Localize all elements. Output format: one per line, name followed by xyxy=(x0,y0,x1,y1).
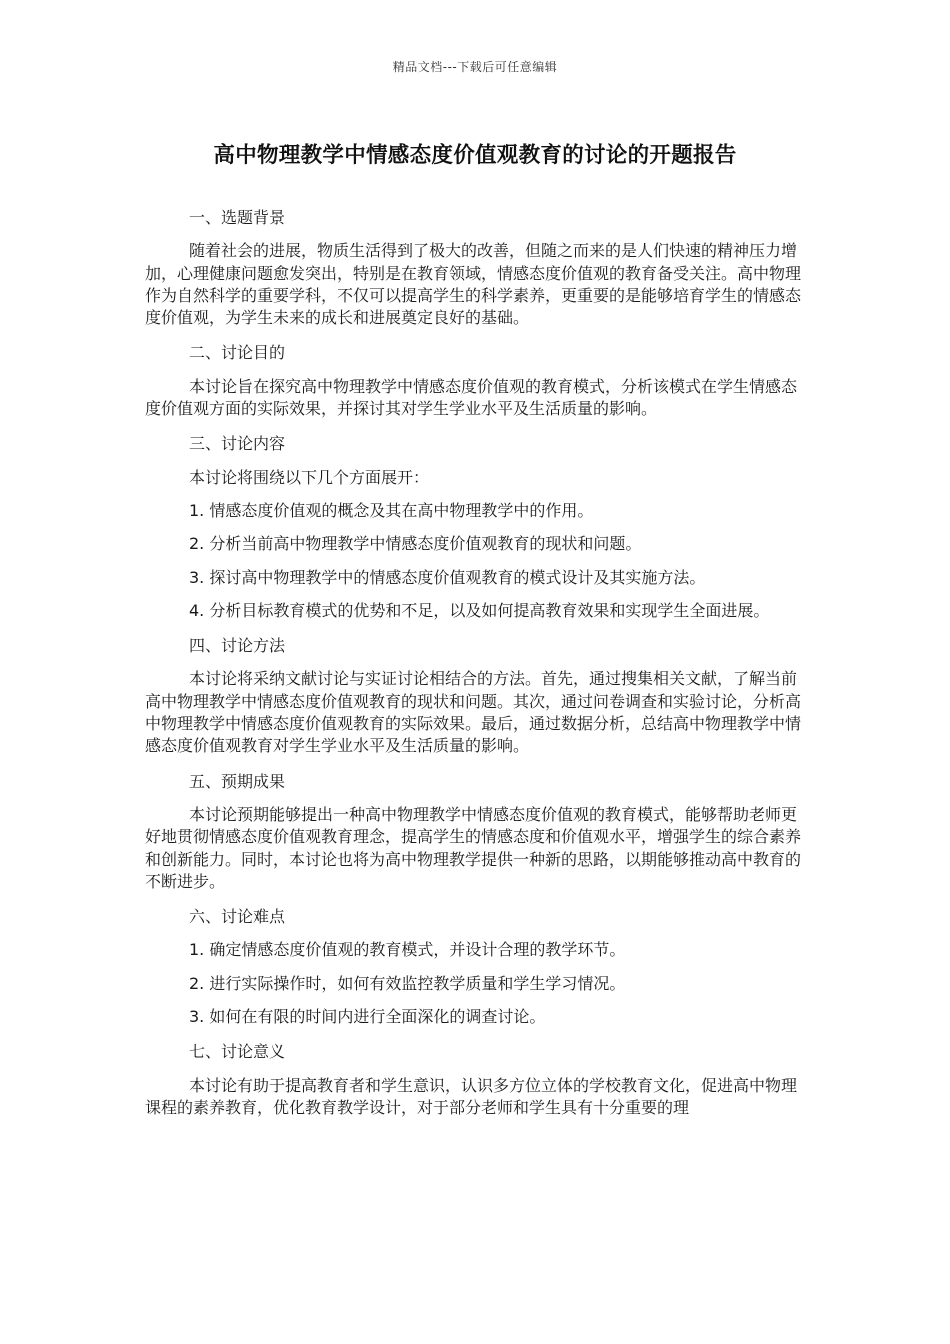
paragraph-purpose: 本讨论旨在探究高中物理教学中情感态度价值观的教育模式，分析该模式在学生情感态度价值观方面的实际效果，并探讨其对学生学业水平及生活质量的影响。 xyxy=(145,376,798,419)
paragraph-outcomes: 本讨论预期能够提出一种高中物理教学中情感态度价值观的教育模式，能够帮助老师更好地贯彻情感态度价值观教育理念，提高学生的情感态度和价值观水平，增强学生的综合素养和创新能力。同时，本讨论也将为高中物理教学提供一种新的思路，以期能够推动高中教育的不断进步。 xyxy=(145,804,802,891)
paragraph-method: 本讨论将采纳文献讨论与实证讨论相结合的方法。首先，通过搜集相关文献，了解当前高中物理教学中情感态度价值观教育的现状和问题。其次，通过问卷调查和实验讨论，分析高中物理教学中情感态度价值观教育的实际效果。最后，通过数据分析，总结高中物理教学中情感态度价值观教育对学生学业水平及生活质量的影响。 xyxy=(145,669,802,756)
section-heading-purpose: 二、讨论目的 xyxy=(189,343,286,363)
paragraph-background: 随着社会的进展，物质生活得到了极大的改善，但随之而来的是人们快速的精神压力增加，心理健康问题愈发突出，特别是在教育领域，情感态度价值观的教育备受关注。高中物理作为自然科学的重要学科，不仅可以提高学生的科学素养，更重要的是能够培育学生的情感态度价值观，为学生未来的成长和进展奠定良好的基础。 xyxy=(145,241,802,328)
list-item: 1. 情感态度价值观的概念及其在高中物理教学中的作用。 xyxy=(189,500,594,520)
list-item: 4. 分析目标教育模式的优势和不足，以及如何提高教育效果和实现学生全面进展。 xyxy=(189,600,770,620)
list-item: 1. 确定情感态度价值观的教育模式，并设计合理的教学环节。 xyxy=(189,940,626,960)
paragraph-content-intro: 本讨论将围绕以下几个方面展开： xyxy=(189,467,430,487)
section-heading-difficulties: 六、讨论难点 xyxy=(189,907,286,927)
list-item: 3. 探讨高中物理教学中的情感态度价值观教育的模式设计及其实施方法。 xyxy=(189,567,706,587)
paragraph-significance: 本讨论有助于提高教育者和学生意识，认识多方位立体的学校教育文化，促进高中物理课程的素养教育，优化教育教学设计，对于部分老师和学生具有十分重要的理 xyxy=(145,1075,798,1117)
section-heading-method: 四、讨论方法 xyxy=(189,636,286,656)
document-body xyxy=(145,207,807,1119)
section-heading-outcomes: 五、预期成果 xyxy=(189,771,286,791)
header-note: 精品文档---下载后可任意编辑 xyxy=(392,60,558,74)
list-item: 2. 分析当前高中物理教学中情感态度价值观教育的现状和问题。 xyxy=(189,534,642,554)
section-heading-background: 一、选题背景 xyxy=(189,208,286,227)
list-item: 2. 进行实际操作时，如何有效监控教学质量和学生学习情况。 xyxy=(189,973,626,993)
section-heading-significance: 七、讨论意义 xyxy=(189,1042,286,1062)
document-title: 高中物理教学中情感态度价值观教育的讨论的开题报告 xyxy=(213,143,737,168)
list-item: 3. 如何在有限的时间内进行全面深化的调查讨论。 xyxy=(189,1007,546,1027)
section-heading-content: 三、讨论内容 xyxy=(189,434,286,454)
